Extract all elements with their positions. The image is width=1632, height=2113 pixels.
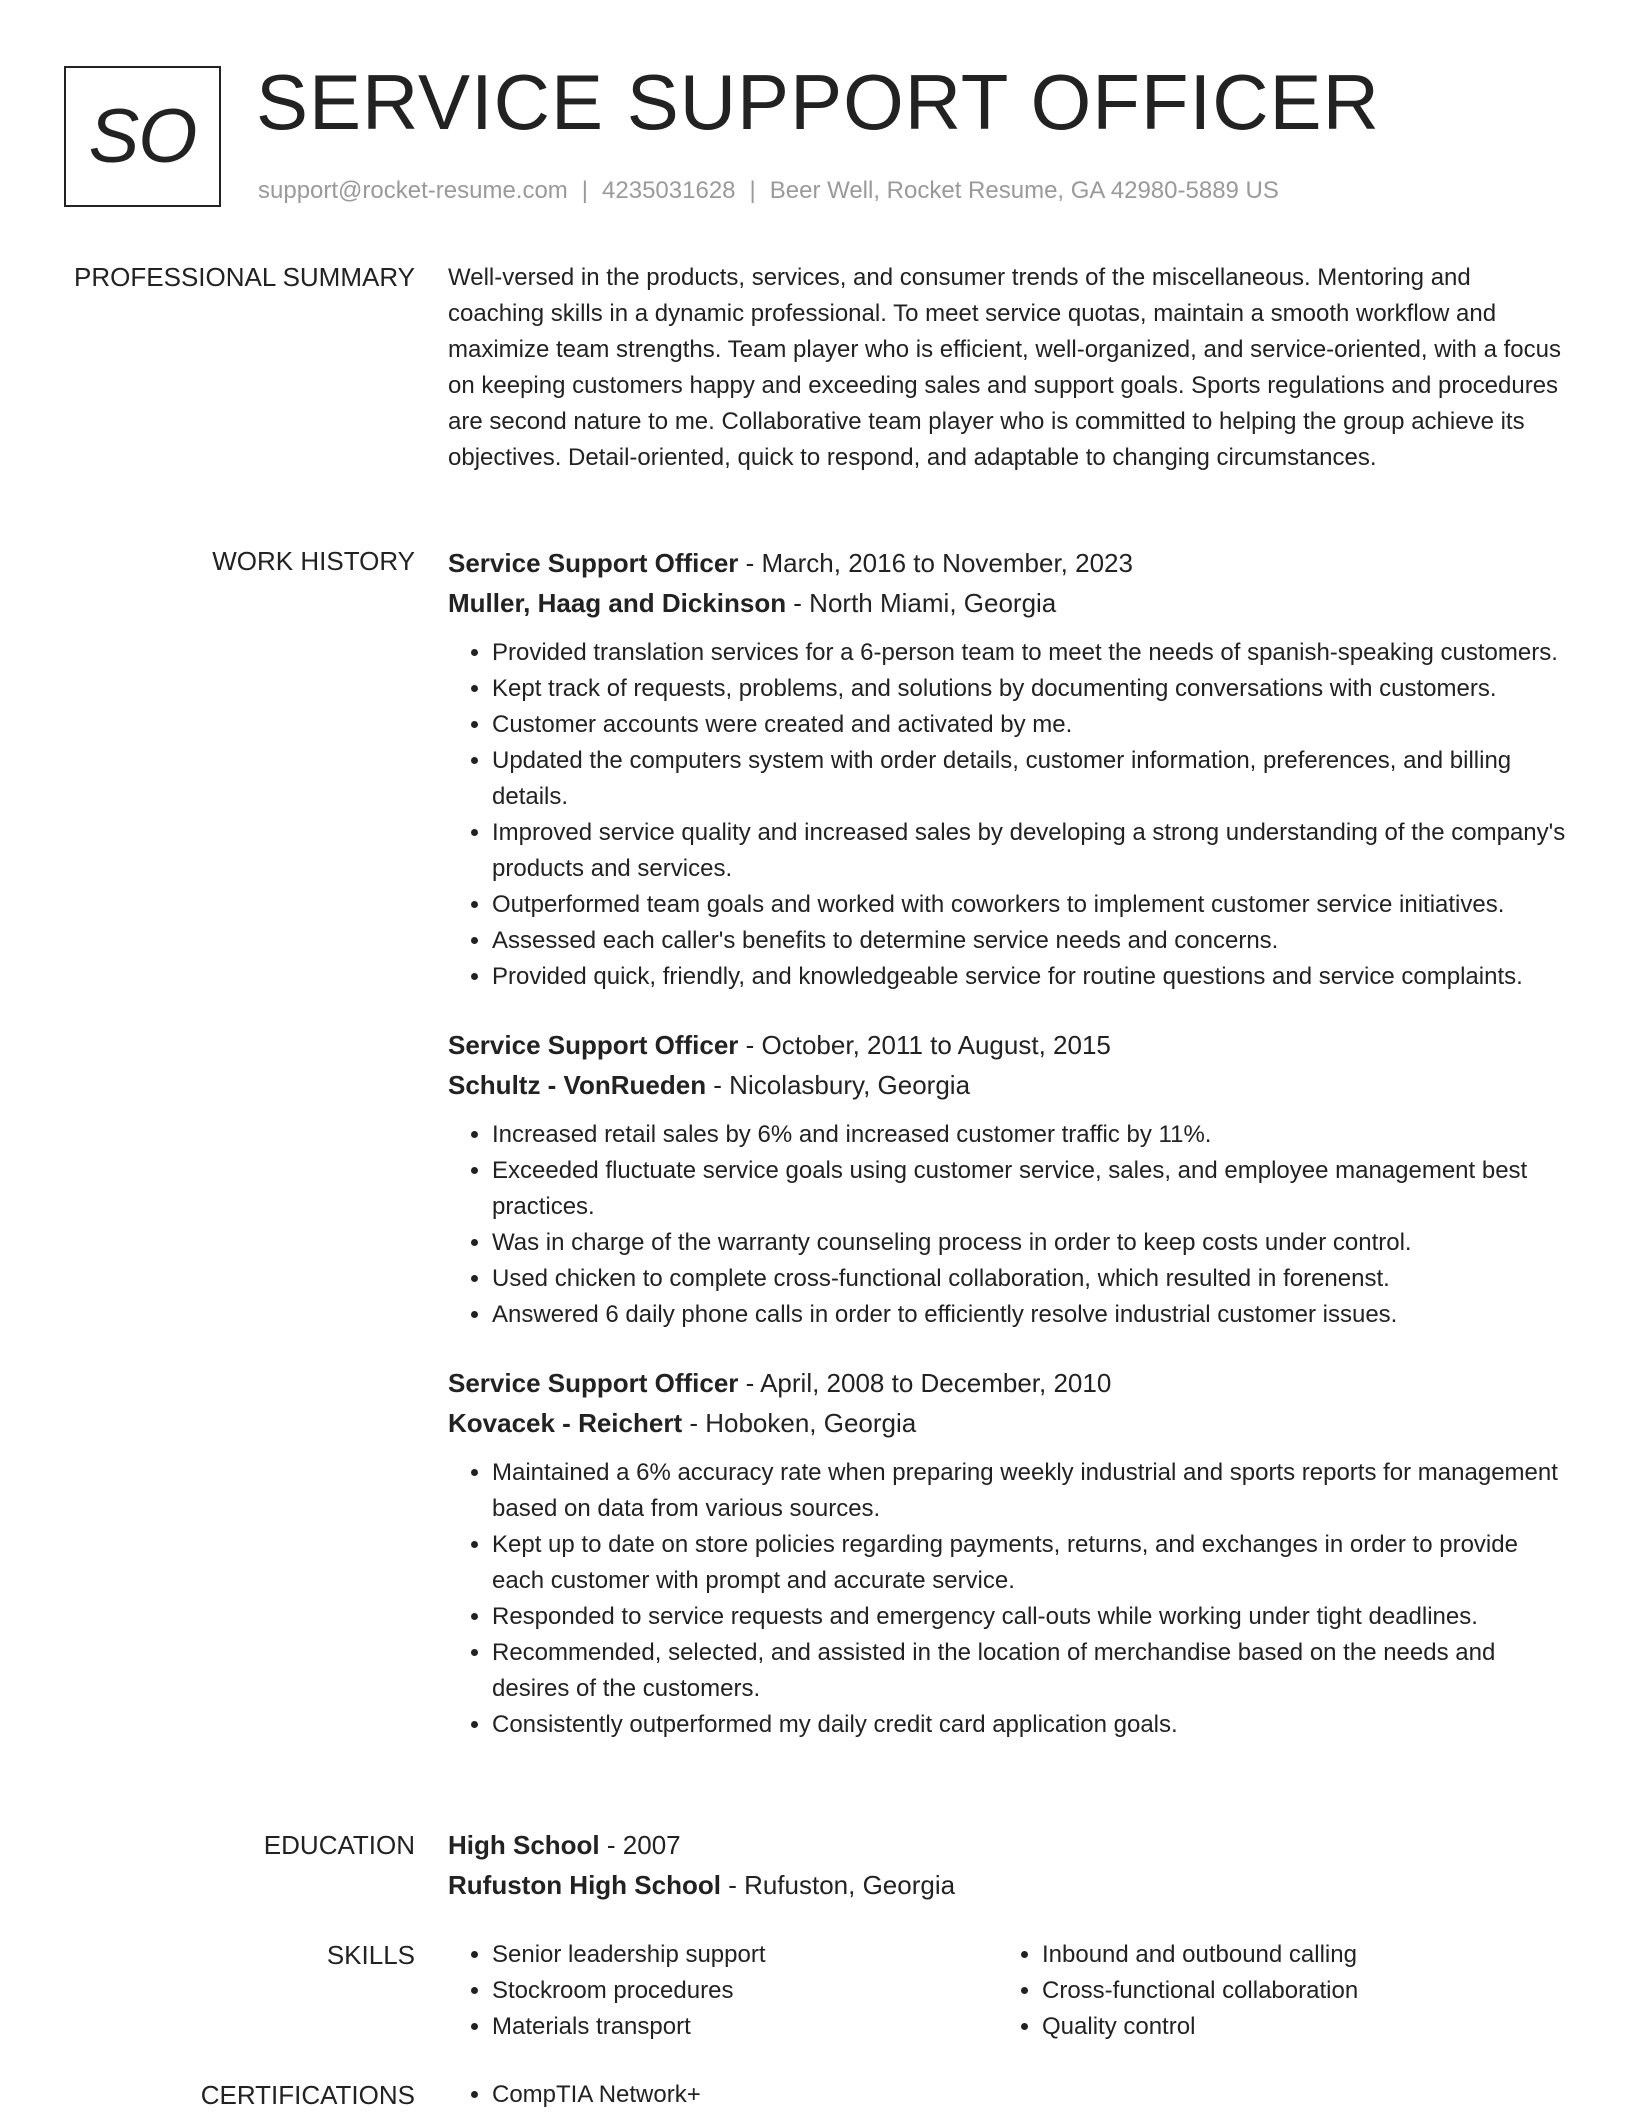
job-bullet: • Increased retail sales by 6% and increased customer traffic by 11%. xyxy=(492,1117,1568,1153)
job-bullet: • Recommended, selected, and assisted in the location of merchandise based on the needs and desires of the customers. xyxy=(492,1635,1568,1707)
job-bullet: • Responded to service requests and emergency call-outs while working under tight deadlines. xyxy=(492,1599,1568,1635)
job-location: - North Miami, Georgia xyxy=(786,588,1057,618)
job-dates: - March, 2016 to November, 2023 xyxy=(738,548,1133,578)
education-degree-line xyxy=(448,1825,1568,1865)
education-school-line xyxy=(448,1865,1568,1905)
job-bullet: • Kept track of requests, problems, and solutions by documenting conversations with customers. xyxy=(492,671,1568,707)
skill-item: • Cross-functional collaboration xyxy=(1042,1973,1548,2009)
skill-item: • Materials transport xyxy=(492,2009,998,2045)
job-dates: - October, 2011 to August, 2015 xyxy=(738,1030,1111,1060)
certification-item: • CompTIA Network+ xyxy=(492,2077,998,2113)
education-location: - Rufuston, Georgia xyxy=(720,1870,956,1900)
job-company: Schultz - VonRueden xyxy=(448,1070,707,1100)
job-company: Muller, Haag and Dickinson xyxy=(448,588,787,618)
job-entry xyxy=(448,1363,1568,1743)
job-company-line xyxy=(448,1065,1568,1105)
job-location: - Nicolasbury, Georgia xyxy=(706,1070,971,1100)
section-label-work-history: WORK HISTORY xyxy=(212,546,415,576)
contact-separator: | xyxy=(749,177,756,204)
job-bullet: • Consistently outperformed my daily credit card application goals. xyxy=(492,1707,1568,1743)
monogram-box xyxy=(64,66,221,207)
resume-name: SERVICE SUPPORT OFFICER xyxy=(256,58,1380,146)
job-bullet: • Outperformed team goals and worked with coworkers to implement customer service initiatives. xyxy=(492,887,1568,923)
job-bullet: • Exceeded fluctuate service goals using customer service, sales, and employee management best practices. xyxy=(492,1153,1568,1225)
job-bullet: • Answered 6 daily phone calls in order to efficiently resolve industrial customer issues. xyxy=(492,1297,1568,1333)
contact-separator: | xyxy=(581,177,589,204)
job-title-line xyxy=(448,1363,1568,1403)
skills-column-left xyxy=(448,1937,998,2045)
job-location: - Hoboken, Georgia xyxy=(682,1408,917,1438)
job-bullet: • Maintained a 6% accuracy rate when preparing weekly industrial and sports reports for management based on data from various sources. xyxy=(492,1455,1568,1527)
job-bullet: • Provided translation services for a 6-person team to meet the needs of spanish-speaking customers. xyxy=(492,635,1568,671)
summary-text: Well-versed in the products, services, and consumer trends of the miscellaneous. Mentoring and coaching skills in a dynamic professional. To meet service quotas, maintain a smooth workflow and maximize team strengths. Team player who is efficient, well-organized, and service-oriented, with a focus on keeping customers happy and exceeding sales and support goals. Sports regulations and procedures are second nature to me. Collaborative team player who is committed to helping the group achieve its objectives. Detail-oriented, quick to respond, and adaptable to changing circumstances. xyxy=(448,264,1561,471)
job-bullet: • Improved service quality and increased sales by developing a strong understanding of the company's products and services. xyxy=(492,815,1568,887)
job-bullets xyxy=(448,635,1568,995)
job-bullet: • Used chicken to complete cross-functional collaboration, which resulted in forenenst. xyxy=(492,1261,1568,1297)
job-bullet: • Provided quick, friendly, and knowledgeable service for routine questions and service complaints. xyxy=(492,959,1568,995)
job-title: Service Support Officer xyxy=(448,1368,739,1398)
education-school: Rufuston High School xyxy=(448,1870,721,1900)
job-title: Service Support Officer xyxy=(448,548,739,578)
section-label-summary: PROFESSIONAL SUMMARY xyxy=(74,262,415,292)
contact-line xyxy=(258,175,1279,207)
job-dates: - April, 2008 to December, 2010 xyxy=(738,1368,1112,1398)
contact-phone[interactable]: 4235031628 xyxy=(602,177,736,204)
job-title: Service Support Officer xyxy=(448,1030,739,1060)
skill-item: • Inbound and outbound calling xyxy=(1042,1937,1548,1973)
job-bullet: • Customer accounts were created and activated by me. xyxy=(492,707,1568,743)
education-year: - 2007 xyxy=(599,1830,681,1860)
job-entry xyxy=(448,1025,1568,1333)
job-bullet: • Was in charge of the warranty counseling process in order to keep costs under control. xyxy=(492,1225,1568,1261)
job-title-line xyxy=(448,1025,1568,1065)
education-degree: High School xyxy=(448,1830,600,1860)
skills-column-right xyxy=(998,1937,1548,2045)
job-company: Kovacek - Reichert xyxy=(448,1408,683,1438)
monogram-initials: SO xyxy=(88,94,197,179)
certifications-grid xyxy=(448,2077,1568,2113)
section-label-certifications: CERTIFICATIONS xyxy=(200,2080,415,2110)
section-label-skills: SKILLS xyxy=(326,1940,415,1970)
skill-item: • Quality control xyxy=(1042,2009,1548,2045)
job-company-line xyxy=(448,583,1568,623)
job-entry xyxy=(448,543,1568,995)
contact-email[interactable]: support@rocket-resume.com xyxy=(258,177,568,204)
job-bullets xyxy=(448,1117,1568,1333)
certifications-list xyxy=(448,2077,998,2113)
job-bullet: • Assessed each caller's benefits to determine service needs and concerns. xyxy=(492,923,1568,959)
skill-item: • Senior leadership support xyxy=(492,1937,998,1973)
skill-item: • Stockroom procedures xyxy=(492,1973,998,2009)
skills-grid xyxy=(448,1937,1568,2045)
job-company-line xyxy=(448,1403,1568,1443)
job-title-line xyxy=(448,543,1568,583)
job-bullet: • Updated the computers system with order details, customer information, preferences, and billing details. xyxy=(492,743,1568,815)
work-history-list xyxy=(448,543,1568,1773)
job-bullets xyxy=(448,1455,1568,1743)
section-label-education: EDUCATION xyxy=(263,1830,415,1860)
job-bullet: • Kept up to date on store policies regarding payments, returns, and exchanges in order to provide each customer with prompt and accurate service. xyxy=(492,1527,1568,1599)
contact-address: Beer Well, Rocket Resume, GA 42980-5889 US xyxy=(769,177,1279,204)
